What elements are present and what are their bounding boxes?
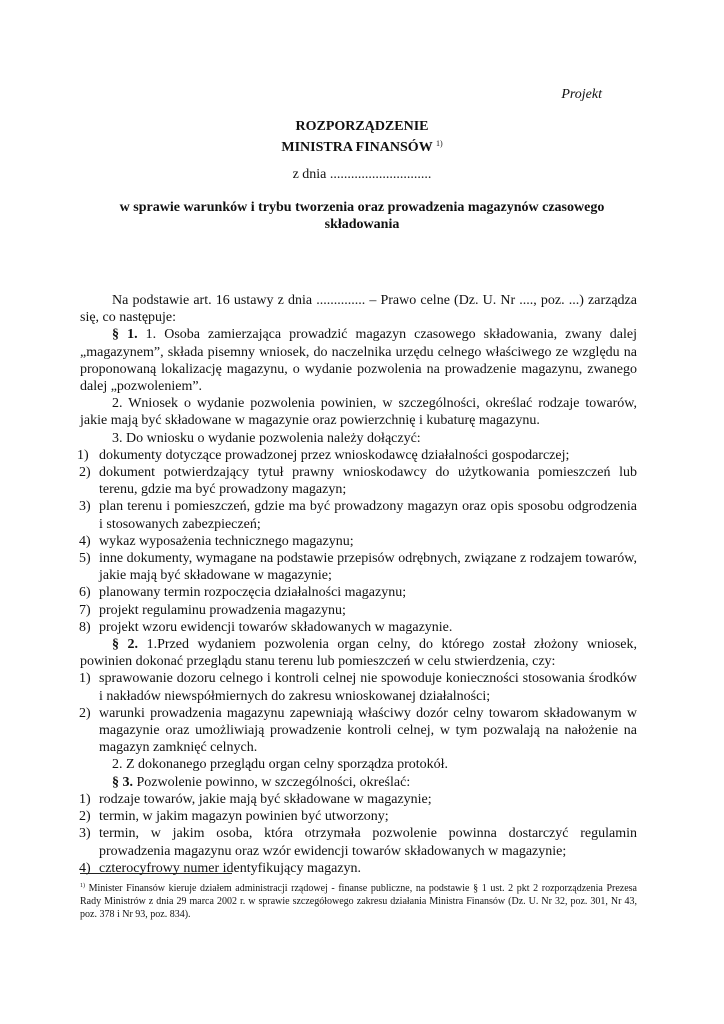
list-item-number: 4) <box>79 533 91 549</box>
list-item-text: planowany termin rozpoczęcia działalności magazynu; <box>99 585 407 601</box>
list-item <box>80 791 637 808</box>
section-2-paragraph-2: 2. Z dokonanego przeglądu organ celny sporządza protokół. <box>112 757 449 773</box>
title-line-2-text: MINISTRA FINANSÓW <box>281 140 433 155</box>
list-item <box>80 602 637 619</box>
list-item-number: 6) <box>79 585 91 601</box>
list-item <box>77 447 637 464</box>
section-1-paragraph-1 <box>80 326 637 395</box>
list-item <box>80 464 637 498</box>
list-item-number: 1) <box>77 447 89 463</box>
list-item-number: 4) <box>79 860 91 876</box>
list-item-number: 3) <box>79 826 91 842</box>
document-subject: w sprawie warunków i trybu tworzenia oraz prowadzenia magazynów czasowego składowania <box>119 200 605 232</box>
list-item-text: warunki prowadzenia magazynu zapewniają właściwy dozór celny towarom składowanym w magazynie oraz umożliwiają prowadzenie kontroli celnej, w tym pozwalają na nałożenie na magazyn zamknięć celnych. <box>99 705 637 756</box>
list-item-number: 8) <box>79 619 91 635</box>
footnote-reference: 1) <box>435 139 443 148</box>
list-item <box>80 550 637 584</box>
document-status: Projekt <box>561 87 602 102</box>
list-item <box>80 619 637 636</box>
list-item <box>80 670 637 704</box>
title-line-2 <box>0 135 724 156</box>
list-item-text: dokumenty dotyczące prowadzonej przez wnioskodawcę działalności gospodarczej; <box>99 447 570 463</box>
list-item <box>80 705 637 757</box>
list-item <box>80 860 637 877</box>
section-3-mark: § 3. <box>112 774 133 790</box>
list-item-number: 5) <box>79 551 91 567</box>
list-item-number: 1) <box>79 671 91 687</box>
list-item-text: sprawowanie dozoru celnego i kontroli celnej nie spowoduje konieczności stosowania środków i nakładów niewspółmiernych do zakresu wnioskowanej działalności; <box>99 671 637 704</box>
footnote-mark: 1) <box>80 883 85 889</box>
list-item-text: plan terenu i pomieszczeń, gdzie ma być prowadzony magazyn oraz opis sposobu odgrodzenia i stosowanych zabezpieczeń; <box>99 499 637 532</box>
list-item-text: czterocyfrowy numer identyfikujący magazyn. <box>99 860 362 876</box>
footnote-text: Minister Finansów kieruje działem administracji rządowej - finanse publiczne, na podstawie § 1 ust. 2 pkt 2 rozporządzenia Prezesa Rady Ministrów z dnia 29 marca 2002 r. w sprawie szczegółowego zakresu działania Ministra Finansów (Dz. U. Nr 32, poz. 301, Nr 43, poz. 378 i Nr 93, poz. 834). <box>80 883 637 920</box>
list-item-text: dokument potwierdzający tytuł prawny wnioskodawcy do użytkowania pomieszczeń lub terenu, gdzie ma być prowadzony magazyn; <box>99 465 637 498</box>
section-3-paragraph-1 <box>80 774 637 791</box>
list-item <box>80 808 637 825</box>
list-item-text: inne dokumenty, wymagane na podstawie przepisów odrębnych, związane z rodzajem towarów, jakie mają być składowane w magazynie; <box>99 551 637 584</box>
list-item-text: rodzaje towarów, jakie mają być składowane w magazynie; <box>99 791 432 807</box>
footnote-divider <box>80 873 232 874</box>
list-item <box>80 533 637 550</box>
list-item-text: termin, w jakim magazyn powinien być utworzony; <box>99 809 389 825</box>
list-item <box>80 825 637 859</box>
list-item-number: 2) <box>79 809 91 825</box>
list-item-text: termin, w jakim osoba, która otrzymała pozwolenie powinna dostarczyć regulamin prowadzenia magazynu oraz wzór ewidencji towarów składowanych w magazynie; <box>99 826 637 859</box>
section-1-paragraph-3: 3. Do wniosku o wydanie pozwolenia należy dołączyć: <box>112 430 421 446</box>
footnote <box>80 880 637 921</box>
list-item-text: wykaz wyposażenia technicznego magazynu; <box>99 533 354 549</box>
section-2-paragraph-1 <box>80 636 637 670</box>
section-1-mark: § 1. <box>112 327 138 343</box>
document-title <box>0 118 724 156</box>
section-2-mark: § 2. <box>112 637 139 653</box>
list-item-number: 3) <box>79 499 91 515</box>
title-line-1: ROZPORZĄDZENIE <box>295 119 429 134</box>
list-item <box>80 498 637 532</box>
list-item <box>80 584 637 601</box>
document-body <box>77 292 637 877</box>
list-item-text: projekt regulaminu prowadzenia magazynu; <box>99 602 346 618</box>
section-3-paragraph-1-text: Pozwolenie powinno, w szczególności, określać: <box>133 774 411 790</box>
section-1-paragraph-1-text: 1. Osoba zamierzająca prowadzić magazyn czasowego składowania, zwany dalej „magazynem”, składa pisemny wniosek, do naczelnika urzędu celnego właściwego ze względu na proponowaną lokalizację magazynu, o wydanie pozwolenia na prowadzenie magazynu, zwanego dalej „pozwoleniem”. <box>80 327 637 395</box>
section-1-paragraph-2: 2. Wniosek o wydanie pozwolenia powinien, w szczególności, określać rodzaje towarów, jakie mają być składowane w magazynie oraz powierzchnię i kubaturę magazynu. <box>80 396 637 429</box>
list-item-number: 2) <box>79 465 91 481</box>
list-item-number: 2) <box>79 705 91 721</box>
section-2-paragraph-1-text: 1.Przed wydaniem pozwolenia organ celny, do którego został złożony wniosek, powinien dokonać przeglądu stanu terenu lub pomieszczeń w celu stwierdzenia, czy: <box>80 637 637 670</box>
list-item-text: projekt wzoru ewidencji towarów składowanych w magazynie. <box>99 619 453 635</box>
list-item-number: 7) <box>79 602 91 618</box>
list-item-number: 1) <box>79 791 91 807</box>
document-date: z dnia ............................. <box>292 167 432 182</box>
preamble: Na podstawie art. 16 ustawy z dnia .............. – Prawo celne (Dz. U. Nr ...., poz. ...) zarządza się, co następuje: <box>80 293 637 326</box>
